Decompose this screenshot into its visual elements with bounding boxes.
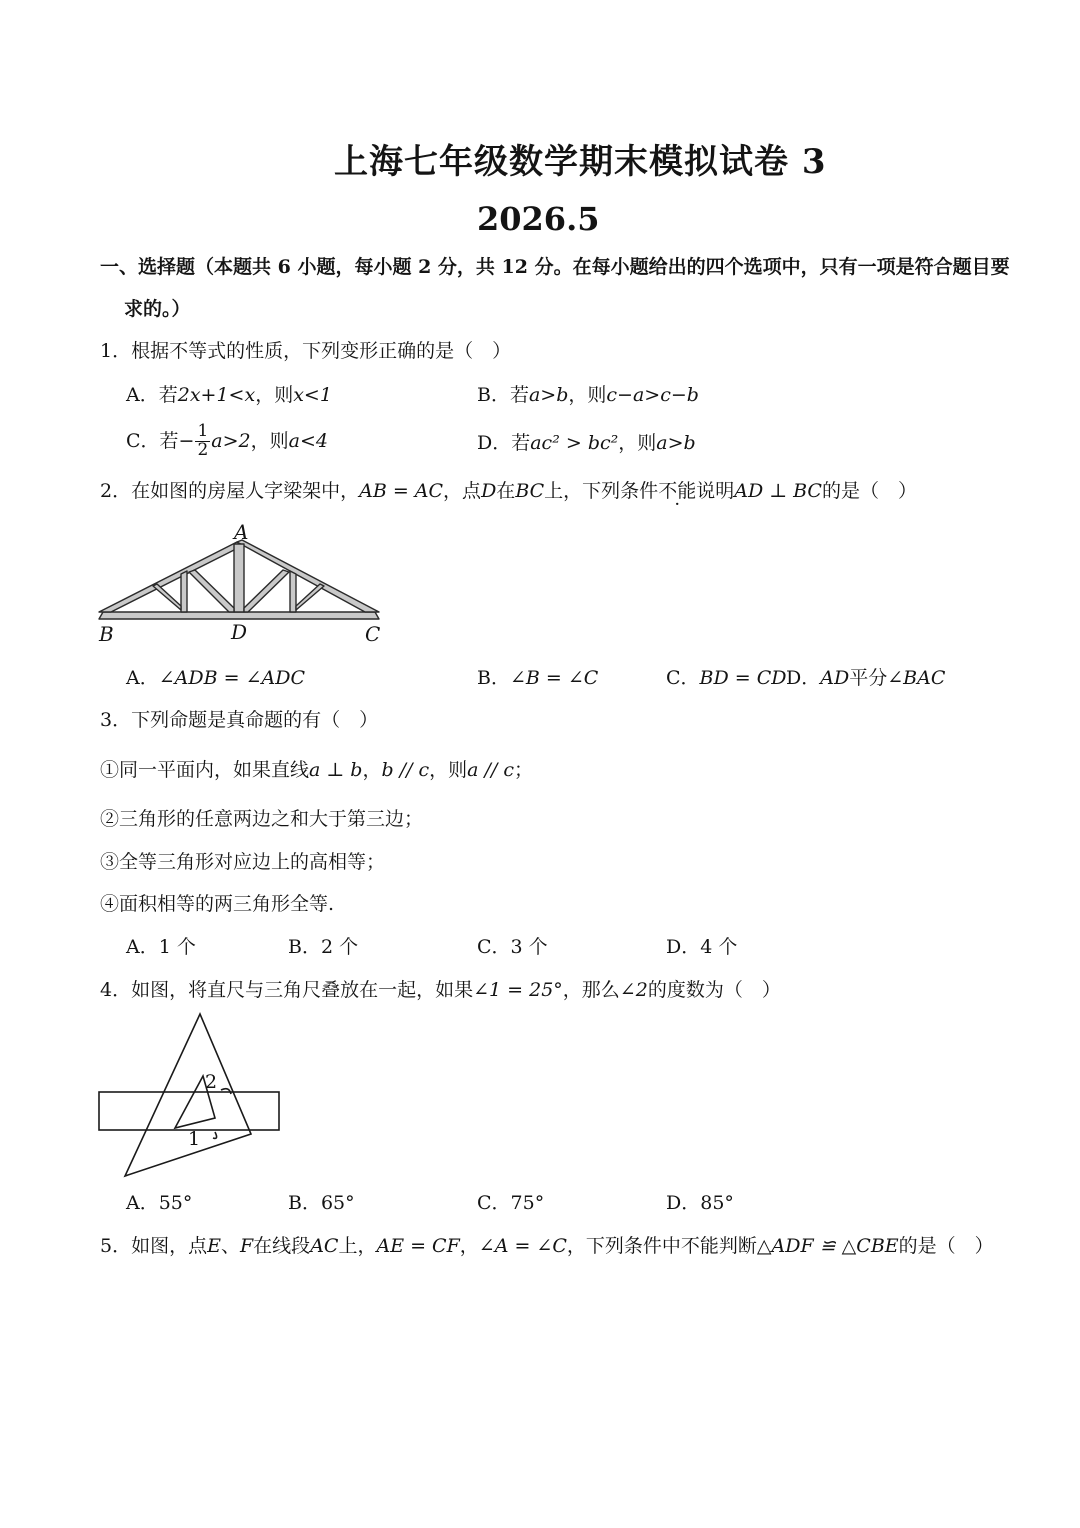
q1-c-math2: a<4 bbox=[288, 429, 328, 452]
truss-left-brace bbox=[153, 584, 181, 610]
q3-p1-math1: a ⊥ b bbox=[309, 759, 363, 781]
truss-right-diagonal bbox=[244, 570, 289, 612]
triangle-outer bbox=[125, 1014, 251, 1176]
q1-d-math2: a>b bbox=[656, 432, 696, 454]
truss-left-diagonal bbox=[189, 570, 234, 612]
q2-b-label: B． bbox=[477, 667, 510, 689]
q5-stem-m5: ∠A = ∠C bbox=[478, 1235, 567, 1257]
q2-stem-t3: 在 bbox=[496, 480, 516, 502]
q2-b-math: ∠B = ∠C bbox=[509, 667, 599, 689]
truss-right-vertical bbox=[290, 571, 296, 612]
q2-option-a bbox=[126, 669, 305, 688]
q1-option-a bbox=[126, 386, 332, 405]
question-1-stem: 1．根据不等式的性质，下列变形正确的是（ ） bbox=[100, 340, 512, 362]
q4-stem-post: ，那么 bbox=[562, 979, 620, 1001]
q3-option-a: A．1 个 bbox=[126, 936, 196, 958]
ruler-triangle-figure bbox=[95, 1010, 295, 1180]
q5-stem-t6: 的是（ ） bbox=[898, 1235, 994, 1257]
q2-d-label: D． bbox=[786, 667, 821, 689]
q1-b-prefix: B．若 bbox=[477, 384, 529, 406]
q1-c-fraction bbox=[195, 423, 210, 460]
q2-option-d bbox=[786, 669, 945, 688]
q4-option-a: A．55° bbox=[126, 1192, 193, 1214]
section-heading-line2: 求的。） bbox=[124, 298, 191, 320]
q3-p1-math2: b // c bbox=[381, 759, 430, 781]
q2-stem-m4: AD ⊥ BC bbox=[734, 480, 822, 502]
angle-label-1: 1 bbox=[188, 1128, 201, 1150]
truss-label-b: B bbox=[99, 622, 114, 646]
q1-a-math1: 2x+1<x bbox=[177, 384, 256, 406]
truss-bottom-beam bbox=[99, 612, 379, 619]
q2-stem-t2: ，点 bbox=[443, 480, 482, 502]
q1-b-mid: ，则 bbox=[568, 384, 607, 406]
q2-a-math: ∠ADB = ∠ADC bbox=[158, 667, 305, 689]
truss-right-brace bbox=[296, 584, 324, 610]
q4-stem-math2: ∠2 bbox=[619, 979, 648, 1001]
q4-stem-pre: 4．如图，将直尺与三角尺叠放在一起，如果 bbox=[100, 979, 474, 1001]
q3-p1-t: ， bbox=[362, 759, 382, 781]
q3-p1-math3: a // c bbox=[467, 759, 515, 781]
q4-option-c: C．75° bbox=[477, 1192, 545, 1214]
q1-option-b bbox=[477, 386, 699, 405]
roof-truss-figure bbox=[95, 520, 395, 650]
q2-stem-t5: 说明 bbox=[696, 480, 735, 502]
q2-d-math2: ∠BAC bbox=[887, 667, 946, 689]
q1-c-numerator: 1 bbox=[197, 421, 209, 441]
q1-b-math2: c−a>c−b bbox=[606, 384, 699, 406]
q5-stem-m4: AE = CF bbox=[376, 1235, 460, 1257]
q4-option-d: D．85° bbox=[666, 1192, 734, 1214]
truss-left-vertical bbox=[181, 571, 187, 612]
q2-d-text: 平分 bbox=[849, 667, 888, 689]
truss-center-post bbox=[234, 544, 244, 612]
q2-stem-m3: BC bbox=[515, 480, 545, 502]
q1-b-math1: a>b bbox=[528, 384, 569, 406]
q5-stem-t4: ， bbox=[459, 1235, 479, 1257]
q3-p1-end: ； bbox=[514, 759, 534, 781]
q1-option-c bbox=[126, 423, 328, 460]
q1-d-math1: ac² > bc² bbox=[530, 432, 619, 454]
truss-label-c: C bbox=[365, 622, 381, 646]
q2-stem-m1: AB = AC bbox=[359, 480, 444, 502]
q1-c-prefix: C．若 bbox=[126, 429, 179, 452]
q5-stem-m2: F bbox=[239, 1235, 254, 1257]
q5-stem-m1: E bbox=[207, 1235, 221, 1257]
q3-p1-pre: ①同一平面内，如果直线 bbox=[100, 759, 310, 781]
angle-label-2: 2 bbox=[205, 1071, 218, 1093]
q2-d-math1: AD bbox=[820, 667, 850, 689]
q2-stem-m2: D bbox=[481, 480, 497, 502]
q1-a-math2: x<1 bbox=[293, 384, 332, 406]
q3-proposition-4: ④面积相等的两三角形全等. bbox=[100, 893, 335, 915]
section-heading-line1: 一、选择题（本题共 6 小题，每小题 2 分，共 12 分。在每小题给出的四个选项中，只有一项是符合题目要 bbox=[100, 256, 1010, 278]
q4-stem-end: 的度数为（ ） bbox=[647, 979, 781, 1001]
q2-a-label: A． bbox=[126, 667, 159, 689]
q1-c-denominator: 2 bbox=[197, 439, 209, 460]
angle-1-arc bbox=[213, 1132, 217, 1138]
q2-option-b bbox=[477, 669, 598, 688]
q5-stem-t1: 、 bbox=[220, 1235, 240, 1257]
q1-option-d bbox=[477, 434, 696, 453]
q1-a-mid: ，则 bbox=[255, 384, 294, 406]
q3-option-b: B．2 个 bbox=[288, 936, 359, 958]
q2-stem-emphasis: 不能 bbox=[658, 480, 697, 502]
q2-c-math: BD = CD bbox=[699, 667, 787, 689]
q2-option-c bbox=[666, 669, 787, 688]
q4-stem-math: ∠1 = 25° bbox=[473, 979, 563, 1001]
exam-date: 2026.5 bbox=[477, 200, 600, 238]
question-4-stem bbox=[100, 981, 781, 1000]
question-2-stem bbox=[100, 482, 917, 501]
q5-stem-m6: △ADF ≌ △CBE bbox=[756, 1235, 899, 1257]
q2-stem-t6: 的是（ ） bbox=[821, 480, 917, 502]
q3-option-d: D．4 个 bbox=[666, 936, 738, 958]
q5-stem-pre: 5．如图，点 bbox=[100, 1235, 208, 1257]
truss-label-d: D bbox=[231, 620, 248, 644]
q2-stem-pre: 2．在如图的房屋人字梁架中， bbox=[100, 480, 360, 502]
q1-c-math1: a>2 bbox=[211, 429, 251, 452]
q1-a-prefix: A．若 bbox=[126, 384, 178, 406]
q1-c-mid: ，则 bbox=[250, 429, 289, 452]
truss-label-a: A bbox=[234, 520, 249, 544]
q3-p1-t2: ，则 bbox=[429, 759, 468, 781]
q5-stem-t2: 在线段 bbox=[253, 1235, 311, 1257]
q5-stem-m3: AC bbox=[310, 1235, 339, 1257]
q4-option-b: B．65° bbox=[288, 1192, 355, 1214]
q1-d-prefix: D．若 bbox=[477, 432, 531, 454]
q2-c-label: C． bbox=[666, 667, 700, 689]
question-5-stem bbox=[100, 1237, 994, 1256]
q3-proposition-1 bbox=[100, 761, 533, 780]
q3-proposition-3: ③全等三角形对应边上的高相等； bbox=[100, 851, 386, 873]
q1-d-mid: ，则 bbox=[618, 432, 657, 454]
q5-stem-t3: 上， bbox=[338, 1235, 377, 1257]
q3-proposition-2: ②三角形的任意两边之和大于第三边； bbox=[100, 808, 424, 830]
q1-c-minus: − bbox=[178, 429, 195, 452]
q5-stem-t5: ，下列条件中不能判断 bbox=[566, 1235, 757, 1257]
page-title: 上海七年级数学期末模拟试卷 3 bbox=[334, 142, 827, 182]
q3-option-c: C．3 个 bbox=[477, 936, 548, 958]
question-3-stem: 3．下列命题是真命题的有（ ） bbox=[100, 709, 379, 731]
q2-stem-t4: 上，下列条件 bbox=[544, 480, 659, 502]
